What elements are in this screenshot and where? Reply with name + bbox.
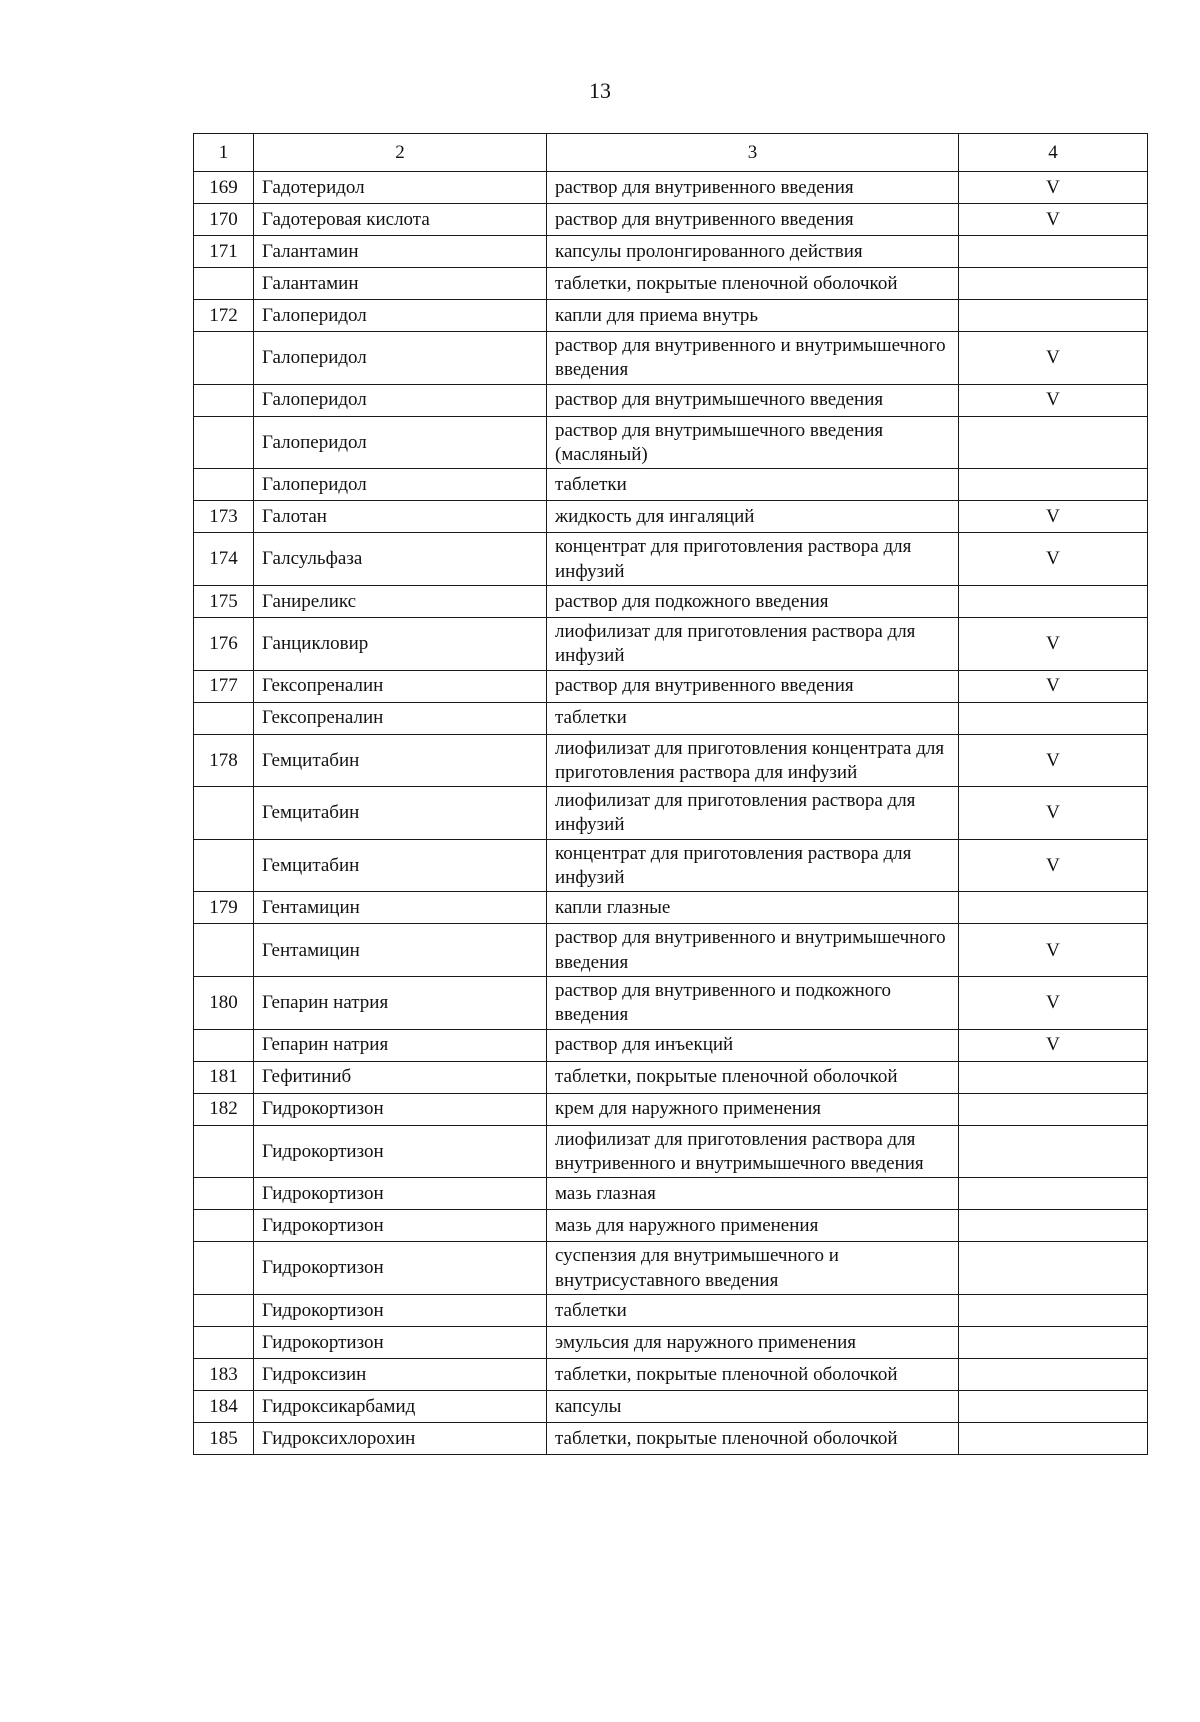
mark-cell: V bbox=[959, 1029, 1148, 1061]
dosage-form-cell: таблетки bbox=[547, 702, 959, 734]
drug-name-cell: Галоперидол bbox=[254, 300, 547, 332]
dosage-form-cell: капсулы bbox=[547, 1390, 959, 1422]
mark-cell: V bbox=[959, 332, 1148, 385]
column-header-2: 2 bbox=[254, 134, 547, 172]
dosage-form-cell: крем для наружного применения bbox=[547, 1093, 959, 1125]
row-number-cell bbox=[194, 384, 254, 416]
table-row bbox=[194, 469, 1148, 501]
row-number-cell: 183 bbox=[194, 1358, 254, 1390]
mark-cell bbox=[959, 1422, 1148, 1454]
mark-cell: V bbox=[959, 172, 1148, 204]
dosage-form-cell: капли для приема внутрь bbox=[547, 300, 959, 332]
drug-name-cell: Гентамицин bbox=[254, 892, 547, 924]
dosage-form-cell: мазь для наружного применения bbox=[547, 1210, 959, 1242]
row-number-cell bbox=[194, 787, 254, 840]
drug-name-cell: Гидрокортизон bbox=[254, 1326, 547, 1358]
table-row bbox=[194, 416, 1148, 469]
mark-cell bbox=[959, 300, 1148, 332]
row-number-cell bbox=[194, 268, 254, 300]
table-row bbox=[194, 1029, 1148, 1061]
drug-name-cell: Галсульфаза bbox=[254, 533, 547, 586]
dosage-form-cell: раствор для внутривенного и подкожного введения bbox=[547, 977, 959, 1030]
row-number-cell: 179 bbox=[194, 892, 254, 924]
dosage-form-cell: мазь глазная bbox=[547, 1178, 959, 1210]
drug-name-cell: Гидрокортизон bbox=[254, 1125, 547, 1178]
dosage-form-cell: жидкость для ингаляций bbox=[547, 501, 959, 533]
dosage-form-cell: раствор для инъекций bbox=[547, 1029, 959, 1061]
table-row bbox=[194, 1125, 1148, 1178]
dosage-form-cell: таблетки, покрытые пленочной оболочкой bbox=[547, 1061, 959, 1093]
table-row bbox=[194, 585, 1148, 617]
table-row bbox=[194, 977, 1148, 1030]
dosage-form-cell: таблетки, покрытые пленочной оболочкой bbox=[547, 1422, 959, 1454]
dosage-form-cell: таблетки bbox=[547, 469, 959, 501]
mark-cell bbox=[959, 1178, 1148, 1210]
dosage-form-cell: таблетки, покрытые пленочной оболочкой bbox=[547, 1358, 959, 1390]
drug-name-cell: Гентамицин bbox=[254, 924, 547, 977]
row-number-cell bbox=[194, 1178, 254, 1210]
row-number-cell: 172 bbox=[194, 300, 254, 332]
table-row bbox=[194, 268, 1148, 300]
row-number-cell: 180 bbox=[194, 977, 254, 1030]
mark-cell: V bbox=[959, 977, 1148, 1030]
table-row bbox=[194, 734, 1148, 787]
mark-cell: V bbox=[959, 617, 1148, 670]
row-number-cell bbox=[194, 702, 254, 734]
table-row bbox=[194, 1390, 1148, 1422]
row-number-cell: 169 bbox=[194, 172, 254, 204]
drug-name-cell: Гидрокортизон bbox=[254, 1178, 547, 1210]
drug-name-cell: Гефитиниб bbox=[254, 1061, 547, 1093]
table-row bbox=[194, 1178, 1148, 1210]
table-row bbox=[194, 839, 1148, 892]
dosage-form-cell: лиофилизат для приготовления концентрата для приготовления раствора для инфузий bbox=[547, 734, 959, 787]
dosage-form-cell: концентрат для приготовления раствора для инфузий bbox=[547, 533, 959, 586]
dosage-form-cell: суспензия для внутримышечного и внутрисуставного введения bbox=[547, 1242, 959, 1295]
drug-name-cell: Гидрокортизон bbox=[254, 1294, 547, 1326]
table-row bbox=[194, 1242, 1148, 1295]
table-row bbox=[194, 1358, 1148, 1390]
table-row bbox=[194, 924, 1148, 977]
mark-cell: V bbox=[959, 734, 1148, 787]
dosage-form-cell: концентрат для приготовления раствора для инфузий bbox=[547, 839, 959, 892]
mark-cell: V bbox=[959, 204, 1148, 236]
drug-name-cell: Галоперидол bbox=[254, 332, 547, 385]
mark-cell bbox=[959, 469, 1148, 501]
dosage-form-cell: раствор для внутримышечного введения bbox=[547, 384, 959, 416]
drug-name-cell: Галоперидол bbox=[254, 469, 547, 501]
table-row bbox=[194, 501, 1148, 533]
row-number-cell bbox=[194, 839, 254, 892]
row-number-cell bbox=[194, 332, 254, 385]
dosage-form-cell: капли глазные bbox=[547, 892, 959, 924]
table-row bbox=[194, 1422, 1148, 1454]
mark-cell: V bbox=[959, 924, 1148, 977]
mark-cell bbox=[959, 1358, 1148, 1390]
row-number-cell bbox=[194, 1125, 254, 1178]
mark-cell bbox=[959, 1061, 1148, 1093]
row-number-cell: 170 bbox=[194, 204, 254, 236]
row-number-cell: 176 bbox=[194, 617, 254, 670]
drug-name-cell: Галотан bbox=[254, 501, 547, 533]
mark-cell bbox=[959, 1125, 1148, 1178]
drug-name-cell: Гидроксикарбамид bbox=[254, 1390, 547, 1422]
row-number-cell bbox=[194, 1029, 254, 1061]
row-number-cell: 175 bbox=[194, 585, 254, 617]
table-row bbox=[194, 670, 1148, 702]
drug-name-cell: Гемцитабин bbox=[254, 787, 547, 840]
table-row bbox=[194, 384, 1148, 416]
drug-name-cell: Гидрокортизон bbox=[254, 1242, 547, 1295]
mark-cell bbox=[959, 1326, 1148, 1358]
row-number-cell: 171 bbox=[194, 236, 254, 268]
header-row bbox=[194, 134, 1148, 172]
dosage-form-cell: раствор для внутривенного введения bbox=[547, 204, 959, 236]
drug-name-cell: Гадотеровая кислота bbox=[254, 204, 547, 236]
dosage-form-cell: лиофилизат для приготовления раствора для инфузий bbox=[547, 787, 959, 840]
dosage-form-cell: таблетки, покрытые пленочной оболочкой bbox=[547, 268, 959, 300]
row-number-cell: 185 bbox=[194, 1422, 254, 1454]
mark-cell: V bbox=[959, 839, 1148, 892]
mark-cell bbox=[959, 1093, 1148, 1125]
drug-name-cell: Ганиреликс bbox=[254, 585, 547, 617]
drug-name-cell: Гемцитабин bbox=[254, 734, 547, 787]
mark-cell bbox=[959, 892, 1148, 924]
drug-name-cell: Гидроксизин bbox=[254, 1358, 547, 1390]
table-row bbox=[194, 1326, 1148, 1358]
row-number-cell bbox=[194, 1242, 254, 1295]
row-number-cell: 177 bbox=[194, 670, 254, 702]
row-number-cell bbox=[194, 1210, 254, 1242]
table-row bbox=[194, 332, 1148, 385]
row-number-cell bbox=[194, 924, 254, 977]
drug-name-cell: Гексопреналин bbox=[254, 702, 547, 734]
mark-cell bbox=[959, 702, 1148, 734]
drug-name-cell: Гексопреналин bbox=[254, 670, 547, 702]
column-header-4: 4 bbox=[959, 134, 1148, 172]
row-number-cell: 181 bbox=[194, 1061, 254, 1093]
table-row bbox=[194, 300, 1148, 332]
table-row bbox=[194, 533, 1148, 586]
table-row bbox=[194, 892, 1148, 924]
mark-cell: V bbox=[959, 501, 1148, 533]
row-number-cell: 184 bbox=[194, 1390, 254, 1422]
row-number-cell bbox=[194, 416, 254, 469]
row-number-cell bbox=[194, 1294, 254, 1326]
table-row bbox=[194, 1061, 1148, 1093]
dosage-form-cell: раствор для подкожного введения bbox=[547, 585, 959, 617]
mark-cell bbox=[959, 1242, 1148, 1295]
dosage-form-cell: раствор для внутривенного и внутримышечного введения bbox=[547, 924, 959, 977]
mark-cell bbox=[959, 585, 1148, 617]
drug-name-cell: Гидроксихлорохин bbox=[254, 1422, 547, 1454]
mark-cell bbox=[959, 1390, 1148, 1422]
drug-name-cell: Галоперидол bbox=[254, 416, 547, 469]
column-header-1: 1 bbox=[194, 134, 254, 172]
drug-name-cell: Гидрокортизон bbox=[254, 1093, 547, 1125]
table-body bbox=[194, 172, 1148, 1455]
table-row bbox=[194, 172, 1148, 204]
dosage-form-cell: эмульсия для наружного применения bbox=[547, 1326, 959, 1358]
mark-cell bbox=[959, 268, 1148, 300]
table-row bbox=[194, 702, 1148, 734]
mark-cell bbox=[959, 236, 1148, 268]
row-number-cell bbox=[194, 1326, 254, 1358]
table-row bbox=[194, 204, 1148, 236]
table-row bbox=[194, 1294, 1148, 1326]
dosage-form-cell: капсулы пролонгированного действия bbox=[547, 236, 959, 268]
dosage-form-cell: лиофилизат для приготовления раствора для инфузий bbox=[547, 617, 959, 670]
dosage-form-cell: раствор для внутривенного введения bbox=[547, 670, 959, 702]
mark-cell bbox=[959, 1294, 1148, 1326]
row-number-cell: 173 bbox=[194, 501, 254, 533]
dosage-form-cell: раствор для внутримышечного введения (масляный) bbox=[547, 416, 959, 469]
mark-cell bbox=[959, 416, 1148, 469]
mark-cell: V bbox=[959, 533, 1148, 586]
table-row bbox=[194, 787, 1148, 840]
dosage-form-cell: лиофилизат для приготовления раствора для внутривенного и внутримышечного введения bbox=[547, 1125, 959, 1178]
table-row bbox=[194, 617, 1148, 670]
dosage-form-cell: таблетки bbox=[547, 1294, 959, 1326]
column-header-3: 3 bbox=[547, 134, 959, 172]
row-number-cell bbox=[194, 469, 254, 501]
mark-cell: V bbox=[959, 787, 1148, 840]
table-row bbox=[194, 1093, 1148, 1125]
drug-name-cell: Гепарин натрия bbox=[254, 977, 547, 1030]
drug-name-cell: Галоперидол bbox=[254, 384, 547, 416]
mark-cell: V bbox=[959, 384, 1148, 416]
dosage-form-cell: раствор для внутривенного введения bbox=[547, 172, 959, 204]
drug-name-cell: Гадотеридол bbox=[254, 172, 547, 204]
row-number-cell: 182 bbox=[194, 1093, 254, 1125]
drug-name-cell: Гемцитабин bbox=[254, 839, 547, 892]
mark-cell bbox=[959, 1210, 1148, 1242]
drug-name-cell: Галантамин bbox=[254, 268, 547, 300]
mark-cell: V bbox=[959, 670, 1148, 702]
drug-name-cell: Гидрокортизон bbox=[254, 1210, 547, 1242]
row-number-cell: 174 bbox=[194, 533, 254, 586]
table-row bbox=[194, 1210, 1148, 1242]
drug-name-cell: Гепарин натрия bbox=[254, 1029, 547, 1061]
row-number-cell: 178 bbox=[194, 734, 254, 787]
table-row bbox=[194, 236, 1148, 268]
page-number: 13 bbox=[589, 78, 611, 103]
drug-name-cell: Галантамин bbox=[254, 236, 547, 268]
dosage-form-cell: раствор для внутривенного и внутримышечного введения bbox=[547, 332, 959, 385]
drug-table bbox=[193, 133, 1148, 1455]
drug-name-cell: Ганцикловир bbox=[254, 617, 547, 670]
